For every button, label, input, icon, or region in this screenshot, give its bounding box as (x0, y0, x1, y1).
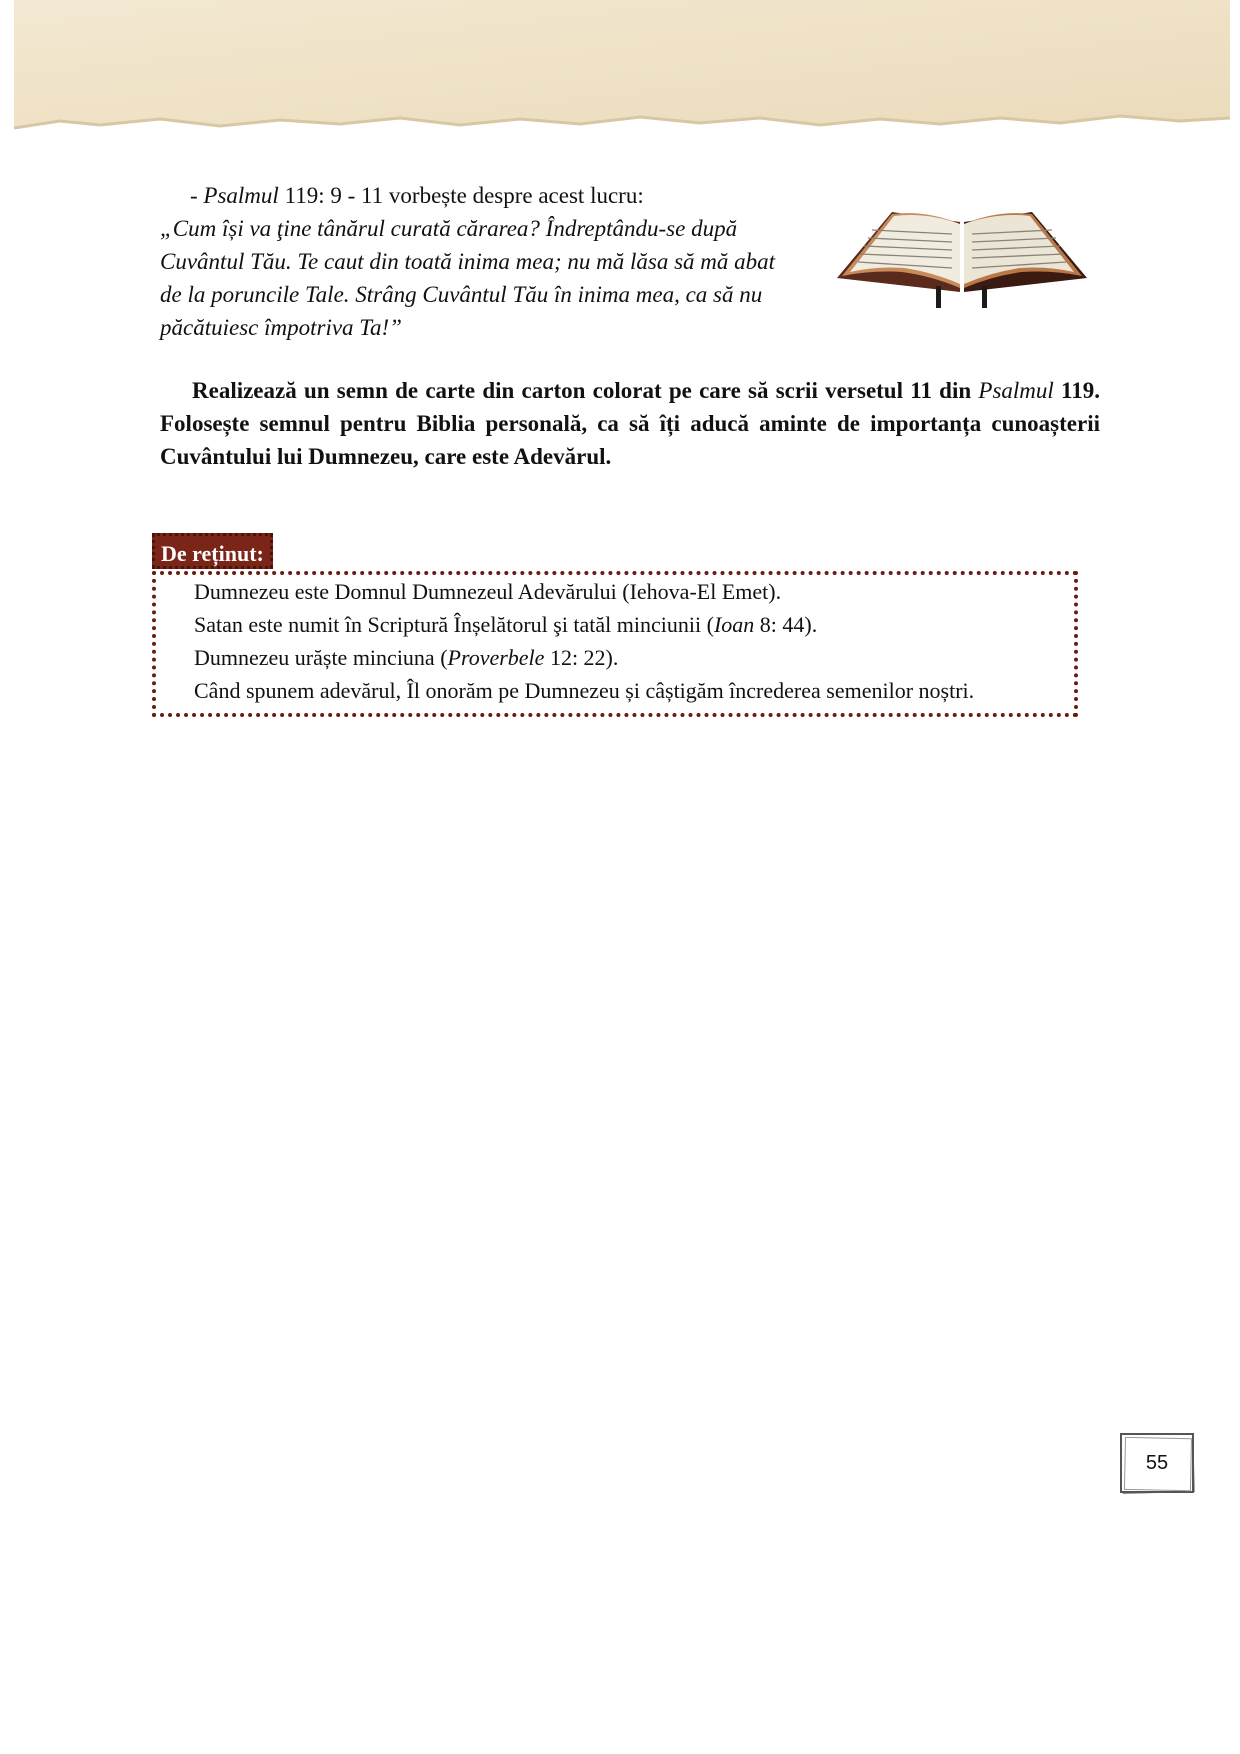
task-book: Psalmul (978, 378, 1054, 403)
open-bible-icon (832, 200, 1092, 310)
remember-item: Dumnezeu urăște minciuna (Proverbele 12: 22). (194, 645, 619, 670)
remember-box (152, 571, 1078, 717)
page-number: 55 (1145, 1452, 1169, 1474)
task-instruction: Realizează un semn de carte din carton colorat pe care să scrii versetul 11 din Psalmul 119. Folosește semnul pentru Biblia personală, ca să îți aducă aminte de importanța cunoașterii Cuvântului lui Dumnezeu, care este Adevărul. (160, 378, 1100, 469)
header-paper-banner (0, 0, 1240, 150)
quote-line: păcătuiesc împotriva Ta!” (160, 315, 402, 340)
remember-item: Dumnezeu este Domnul Dumnezeul Adevărului (Iehova-El Emet). (194, 579, 782, 604)
quote-line: „Cum își va ţine tânărul curată cărarea? Îndreptându-se după (160, 216, 738, 241)
remember-item: Satan este numit în Scriptură Înșelătorul şi tatăl minciunii (Ioan 8: 44). (194, 612, 818, 637)
quote-line: Cuvântul Tău. Te caut din toată inima mea; nu mă lăsa să mă abat (160, 249, 776, 274)
psalm-reference: - Psalmul 119: 9 - 11 vorbește despre acest lucru: (190, 183, 644, 208)
psalm-book: Psalmul (203, 183, 279, 208)
quote-line: de la poruncile Tale. Strâng Cuvântul Tău în inima mea, ca să nu (160, 282, 763, 307)
remember-label: De reținut: (152, 533, 273, 569)
remember-item: Când spunem adevărul, Îl onorăm pe Dumnezeu și câștigăm încrederea semenilor noștri. (194, 678, 975, 703)
psalm-quote (160, 212, 820, 344)
